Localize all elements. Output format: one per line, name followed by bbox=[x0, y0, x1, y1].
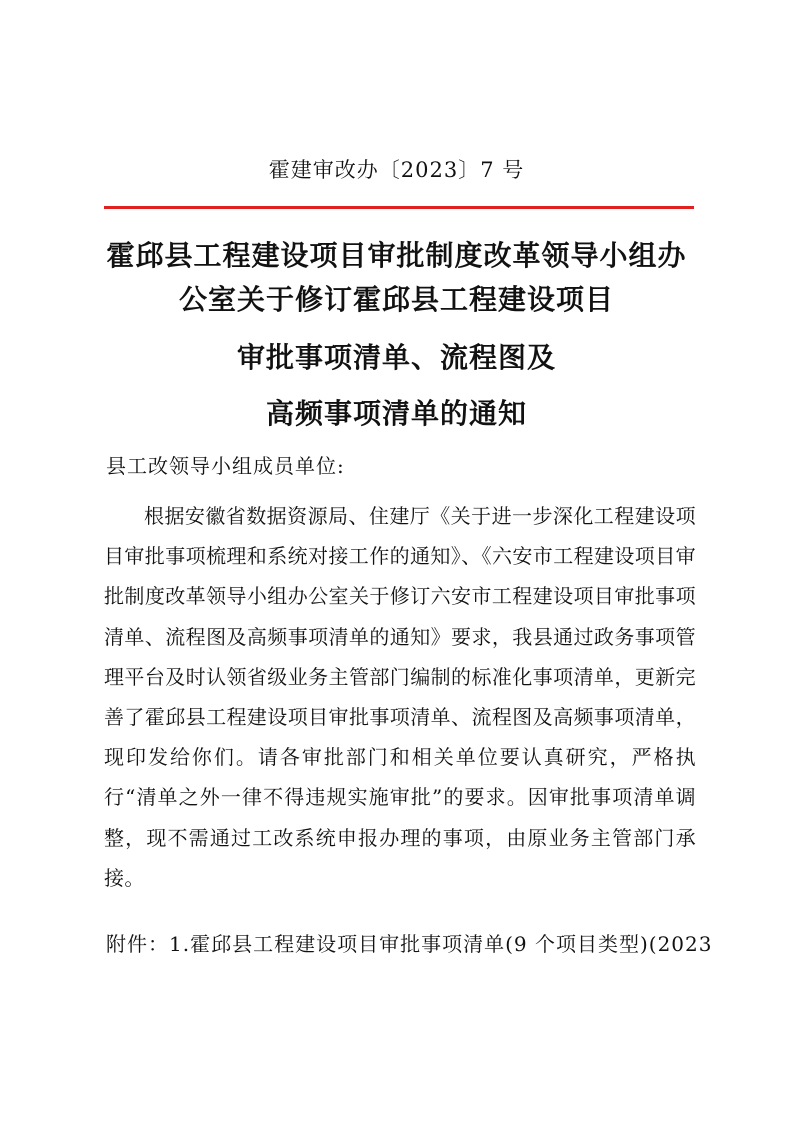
body-paragraph: 根据安徽省数据资源局、住建厅《关于进一步深化工程建设项目审批事项梳理和系统对接工作的通知》、《六安市工程建设项目审批制度改革领导小组办公室关于修订六安市工程建设项目审批事项清单、流程图及高频事项清单的通知》要求，我县通过政务事项管理平台及时认领省级业务主管部门编制的标准化事项清单，更新完善了霍邱县工程建设项目审批事项清单、流程图及高频事项清单，现印发给你们。请各审批部门和相关单位要认真研究，严格执行“清单之外一律不得违规实施审批”的要求。因审批事项清单调整，现不需通过工改系统申报办理的事项，由原业务主管部门承接。 bbox=[104, 504, 696, 890]
title-line-4: 高频事项清单的通知 bbox=[265, 397, 527, 430]
salutation: 县工改领导小组成员单位: bbox=[106, 454, 345, 478]
title-line-3: 审批事项清单、流程图及 bbox=[236, 341, 556, 374]
attachment-line: 附件：1.霍邱县工程建设项目审批事项清单(9 个项目类型)(2023 bbox=[106, 932, 713, 956]
title-line-2: 公室关于修订霍邱县工程建设项目 bbox=[178, 283, 614, 316]
document-number: 霍建审改办〔2023〕7 号 bbox=[268, 158, 525, 182]
red-divider bbox=[104, 206, 694, 209]
title-line-1: 霍邱县工程建设项目审批制度改革领导小组办 bbox=[106, 239, 687, 272]
